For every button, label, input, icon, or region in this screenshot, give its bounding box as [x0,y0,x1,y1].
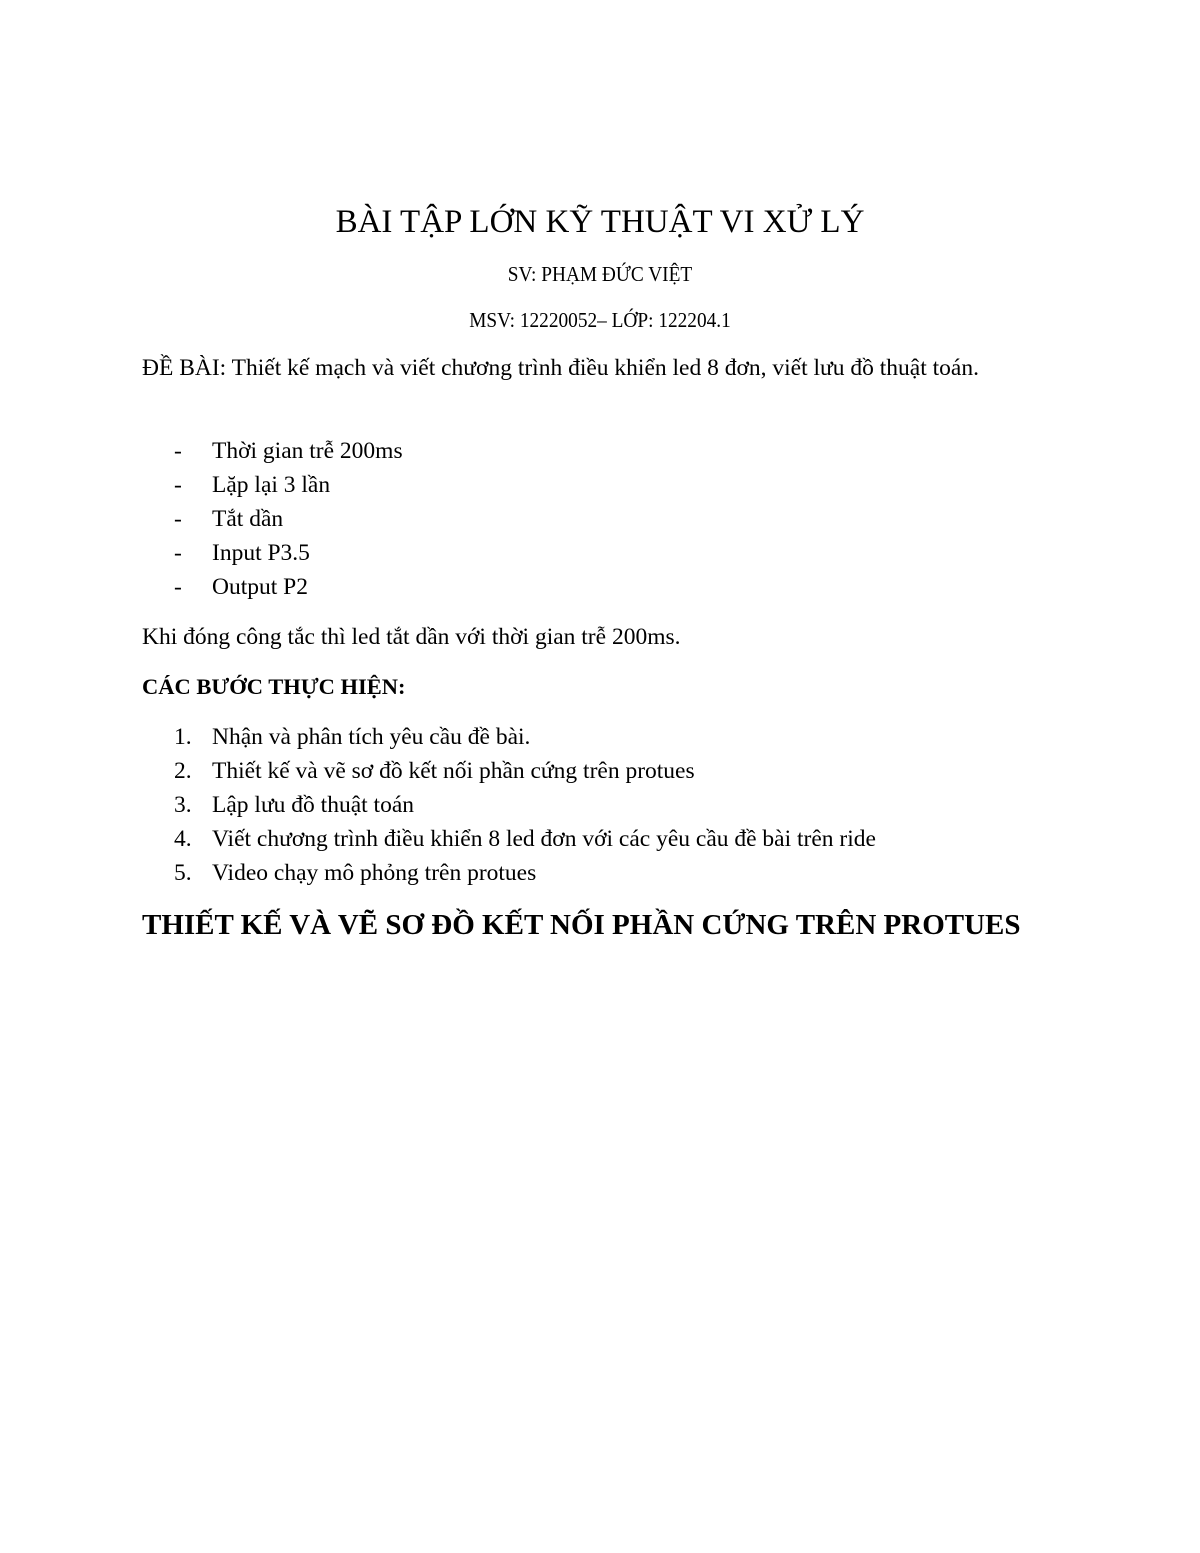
list-item-text: Tắt dần [212,506,284,532]
list-item-text: Thiết kế và vẽ sơ đồ kết nối phần cứng trên protues [212,758,695,784]
requirements-list [142,434,403,604]
bullet-dash: - [174,472,182,498]
bullet-dash: - [174,574,182,600]
student-name-line: SV: PHẠM ĐỨC VIỆT [507,262,693,286]
list-item [142,788,876,822]
list-item [142,570,403,604]
step-number: 1. [174,724,192,750]
list-item-text: Output P2 [212,574,308,600]
step-number: 2. [174,758,192,784]
steps-list [142,720,876,890]
list-item [142,502,403,536]
list-item-text: Input P3.5 [212,540,310,566]
list-item-text: Video chạy mô phỏng trên protues [212,860,537,886]
bullet-dash: - [174,540,182,566]
bullet-dash: - [174,506,182,532]
bullet-dash: - [174,438,182,464]
document-title: BÀI TẬP LỚN KỸ THUẬT VI XỬ LÝ [335,204,865,240]
list-item [142,856,876,890]
list-item-text: Viết chương trình điều khiển 8 led đơn với các yêu cầu đề bài trên ride [212,826,876,852]
problem-label: ĐỀ BÀI: [142,355,227,381]
problem-statement [142,352,1072,385]
steps-heading: CÁC BƯỚC THỰC HIỆN: [142,674,406,699]
list-item [142,468,403,502]
list-item [142,434,403,468]
closing-paragraph: Khi đóng công tắc thì led tắt dần với thời gian trễ 200ms. [142,624,681,650]
section-heading: THIẾT KẾ VÀ VẼ SƠ ĐỒ KẾT NỐI PHẦN CỨNG TRÊN PROTUES [142,909,1021,941]
list-item-text: Lặp lại 3 lần [212,472,331,498]
list-item-text: Thời gian trễ 200ms [212,438,403,464]
list-item [142,720,876,754]
list-item-text: Lập lưu đồ thuật toán [212,792,414,818]
step-number: 4. [174,826,192,852]
list-item [142,536,403,570]
list-item [142,822,876,856]
list-item [142,754,876,788]
problem-text: Thiết kế mạch và viết chương trình điều khiển led 8 đơn, viết lưu đồ thuật toán. [226,355,979,381]
step-number: 5. [174,860,192,886]
step-number: 3. [174,792,192,818]
student-id-class-line: MSV: 12220052– LỚP: 122204.1 [469,308,731,332]
list-item-text: Nhận và phân tích yêu cầu đề bài. [212,724,531,750]
